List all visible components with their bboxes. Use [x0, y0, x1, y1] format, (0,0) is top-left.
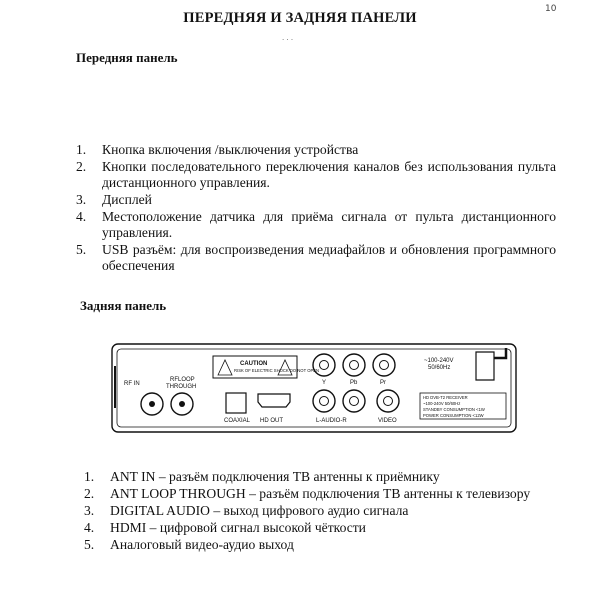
list-text: DIGITAL AUDIO – выход цифрового аудио сигнала	[110, 503, 409, 518]
pb-connector-inner	[350, 361, 359, 370]
list-text: Местоположение датчика для приёма сигнала от пульта дистанционного управления.	[102, 209, 556, 240]
list-item	[84, 537, 560, 553]
front-panel-list	[76, 142, 556, 275]
list-number: 2.	[76, 159, 87, 174]
rear-panel-list	[84, 469, 560, 554]
front-panel-heading: Передняя панель	[76, 50, 178, 65]
list-text: USB разъём: для воспроизведения медиафайлов и обновления программного обеспечения	[102, 242, 556, 273]
list-number: 3.	[84, 503, 95, 518]
list-number: 4.	[84, 520, 95, 535]
list-text: HDMI – цифровой сигнал высокой чёткости	[110, 520, 366, 535]
video-connector	[377, 390, 399, 412]
audio-label: L-AUDIO-R	[316, 418, 347, 424]
list-item	[84, 520, 560, 536]
coaxial-connector	[226, 393, 246, 413]
power-cord-socket	[476, 352, 494, 380]
pb-connector	[343, 354, 365, 376]
pr-connector	[373, 354, 395, 376]
spec-line: POWER CONSUMPTION <12W	[423, 413, 484, 418]
list-text: Аналоговый видео-аудио выход	[110, 537, 294, 552]
list-number: 1.	[84, 469, 95, 484]
rear-panel-diagram	[110, 338, 520, 438]
corner-mark: 10	[545, 4, 557, 14]
rf-in-pin	[149, 401, 155, 407]
list-text: ANT LOOP THROUGH – разъём подключения ТВ антенны к телевизору	[110, 486, 531, 501]
rf-in-label: RF IN	[124, 381, 140, 387]
pb-label: Pb	[350, 380, 358, 386]
power-frequency-label: 50/60Hz	[428, 365, 451, 371]
rfloop-through-label: THROUGH	[166, 384, 197, 390]
audio-left-connector	[313, 390, 335, 412]
power-voltage-label: ~100-240V	[424, 358, 454, 364]
spec-line: STANDBY CONSUMPTION <1W	[423, 407, 485, 412]
caution-subtext: RISK OF ELECTRIC SHOCK DO NOT OPEN	[234, 368, 320, 373]
audio-right-connector	[343, 390, 365, 412]
scan-smudge: . . .	[282, 34, 294, 42]
video-label: VIDEO	[378, 418, 397, 424]
list-text: ANT IN – разъём подключения ТВ антенны к приёмнику	[110, 469, 440, 484]
audio-left-connector-inner	[320, 397, 329, 406]
list-text: Кнопки последовательного переключения каналов без использования пульта дистанционного управления.	[102, 159, 556, 190]
list-number: 4.	[76, 209, 87, 224]
warning-triangle-icon	[218, 360, 232, 375]
list-item	[84, 503, 560, 519]
list-number: 2.	[84, 486, 95, 501]
rfloop-pin	[179, 401, 185, 407]
list-number: 5.	[84, 537, 95, 552]
power-cord	[494, 348, 506, 358]
hdmi-connector	[258, 394, 290, 407]
list-item	[84, 469, 560, 485]
list-item	[84, 486, 560, 502]
y-label: Y	[322, 380, 327, 386]
video-connector-inner	[384, 397, 393, 406]
y-connector	[313, 354, 335, 376]
spec-line: HD DVB-T2 RECEIVER	[423, 395, 468, 400]
list-item	[76, 209, 556, 241]
list-number: 5.	[76, 242, 87, 257]
list-text: Кнопка включения /выключения устройства	[102, 142, 359, 157]
list-number: 1.	[76, 142, 87, 157]
rear-panel-heading: Задняя панель	[80, 298, 167, 313]
list-item	[76, 142, 556, 158]
spec-line: ~100-240V 50/60Hz	[423, 401, 461, 406]
page-title: ПЕРЕДНЯЯ И ЗАДНЯЯ ПАНЕЛИ	[183, 10, 417, 26]
audio-right-connector-inner	[350, 397, 359, 406]
list-item	[76, 192, 556, 208]
list-item	[76, 242, 556, 274]
rfloop-label: RFLOOP	[170, 377, 195, 383]
pr-label: Pr	[380, 380, 386, 386]
y-connector-inner	[320, 361, 329, 370]
pr-connector-inner	[380, 361, 389, 370]
coaxial-label: COAXIAL	[224, 418, 251, 424]
list-number: 3.	[76, 192, 87, 207]
hd-out-label: HD OUT	[260, 418, 283, 424]
list-text: Дисплей	[102, 192, 152, 207]
caution-label: CAUTION	[240, 361, 268, 367]
list-item	[76, 159, 556, 191]
